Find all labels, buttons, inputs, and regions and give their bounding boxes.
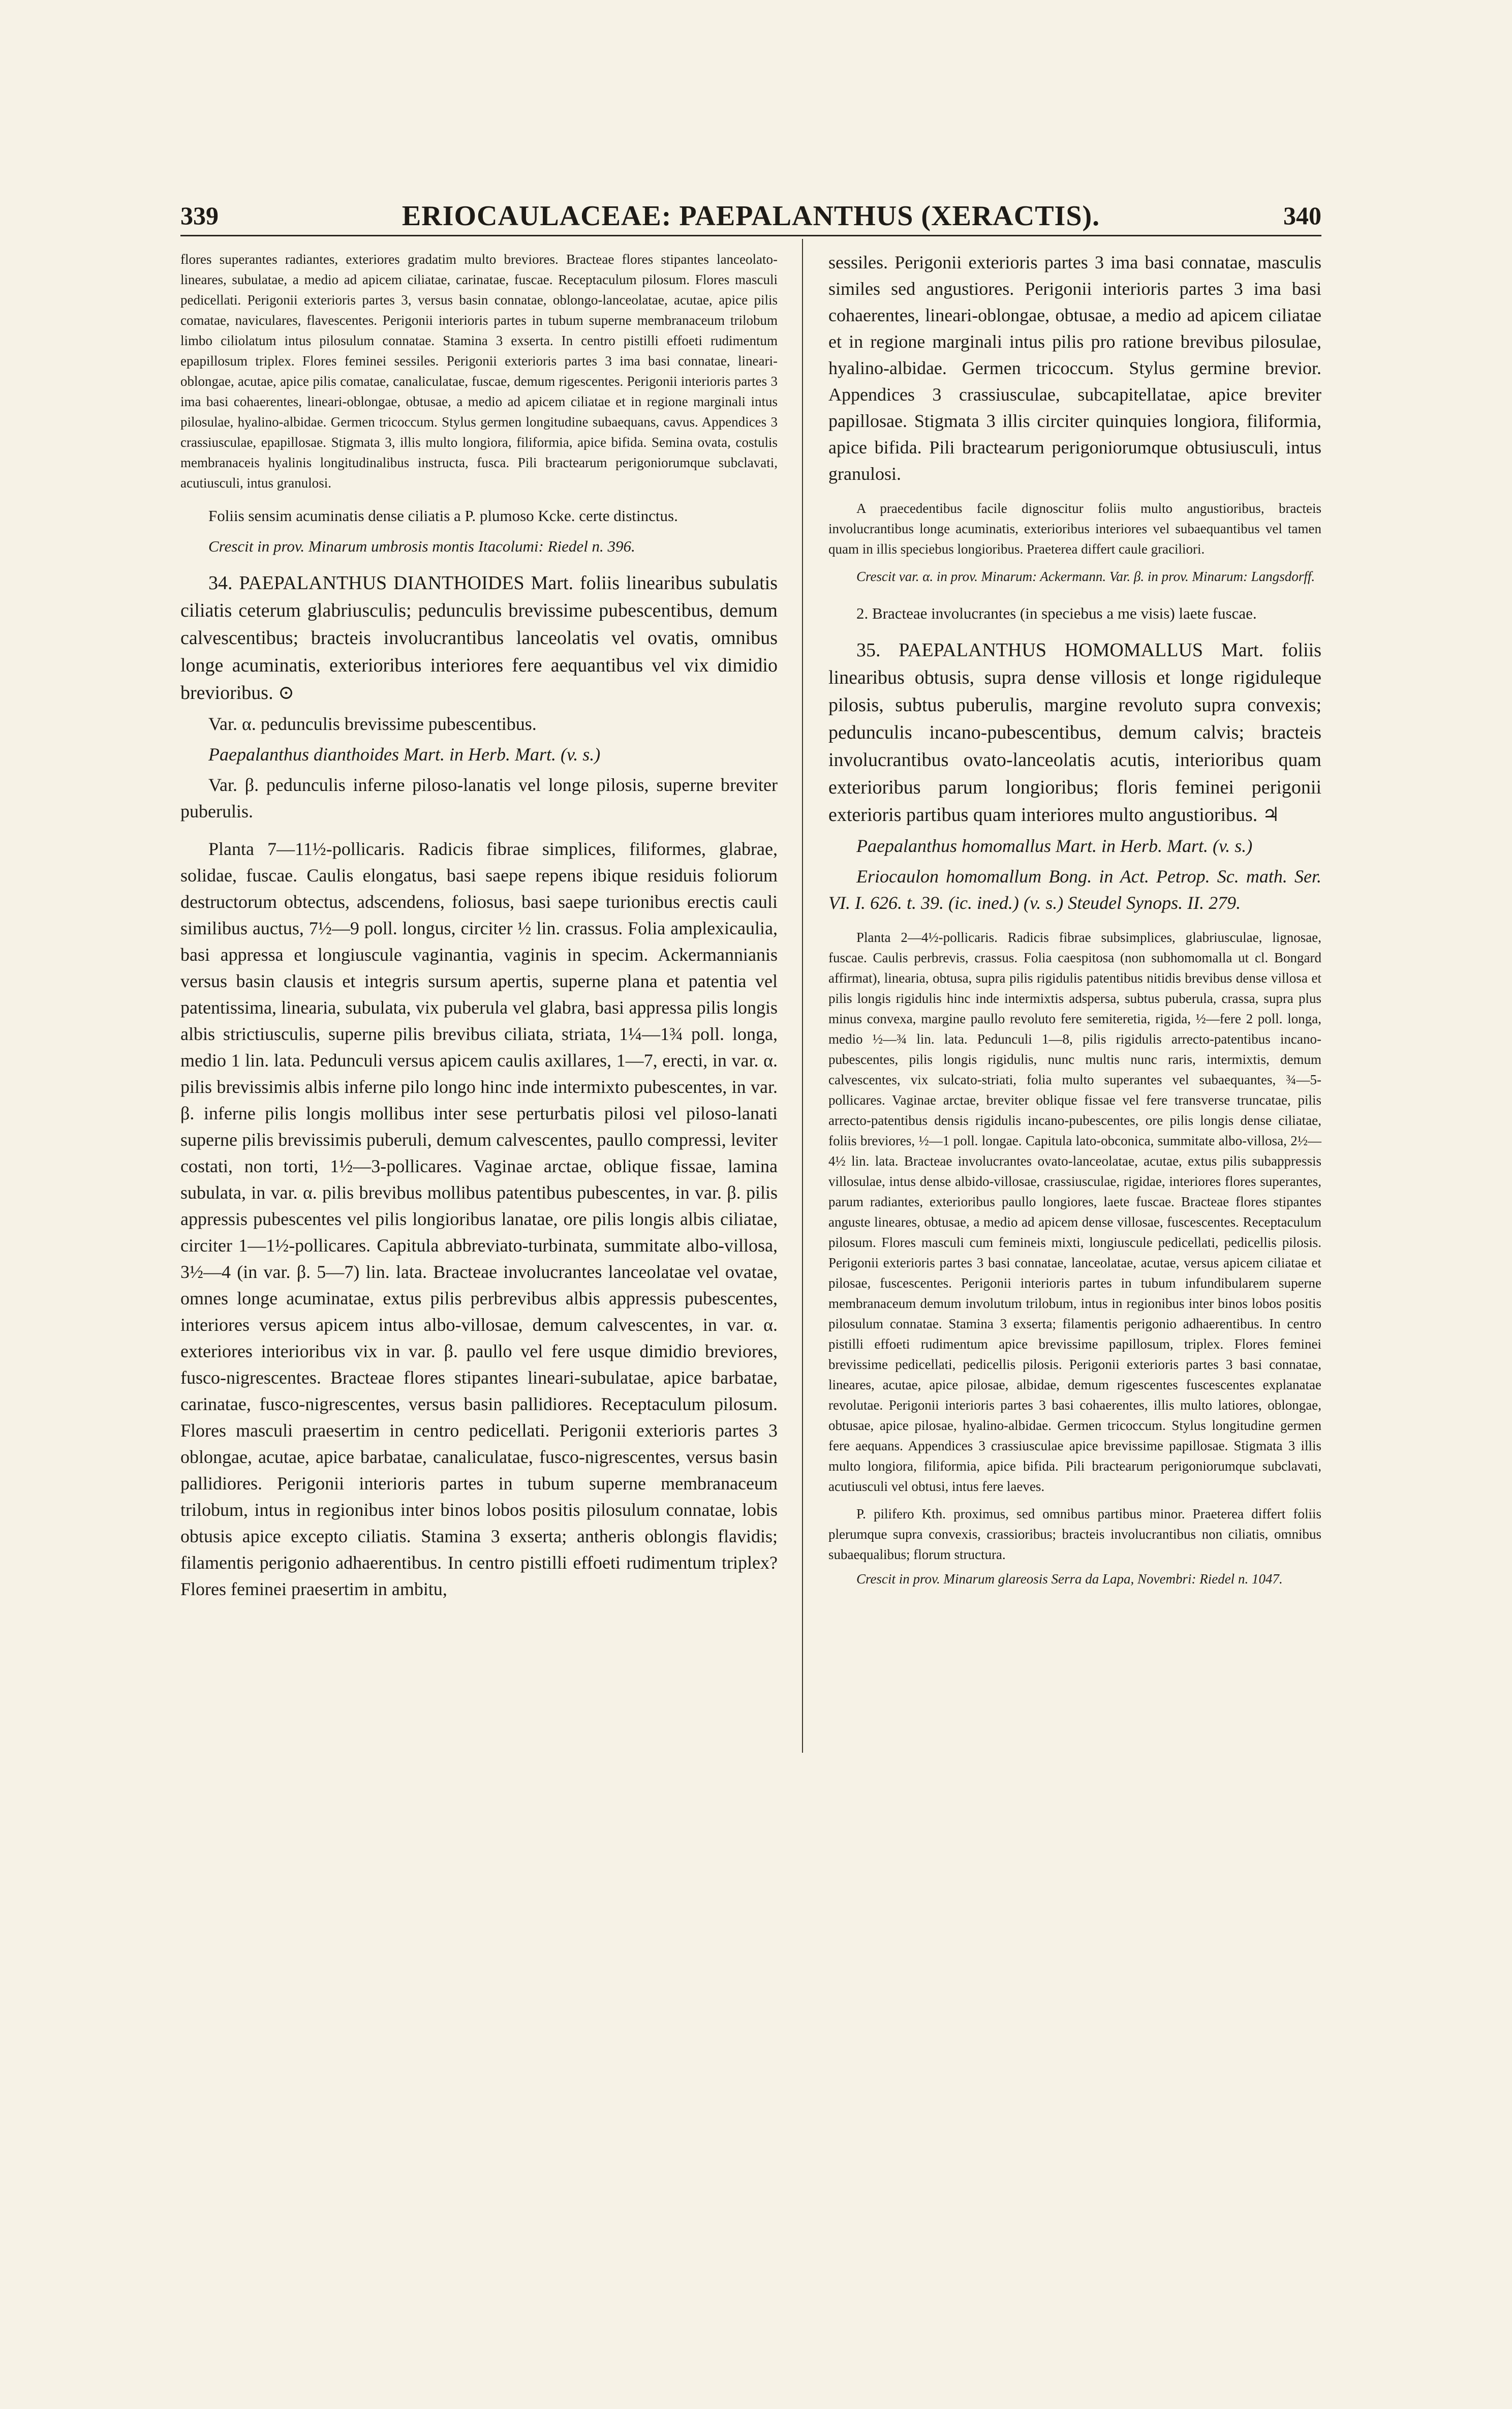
description-34-continued: sessiles. Perigonii exterioris partes 3 ima basi connatae, masculis similes sed angustiores. Perigonii interioris partes 3 ima basi cohaerentes, lineari-oblongae, obtusae, a medio ad apicem ciliatae et in regione marginali intus pilis pro ratione brevibus pilosulae, hyalino-albidae. Germen tricoccum. Stylus germine brevior. Appendices 3 crassiusculae, subcapitellatae, apice breviter papillosae. Stigmata 3 illis circiter quinquies longiora, filiformia, apice bifida. Pili bractearum perigoniorumque obtusiusculi, intus granulosi.	[828, 252, 1321, 484]
diagnosis-note-33: Foliis sensim acuminatis dense ciliatis a P. plumoso Kcke. certe distinctus.	[208, 507, 678, 525]
description-34: Planta 7—11½-pollicaris. Radicis fibrae simplices, filiformes, glabrae, solidae, fuscae. Caulis elongatus, basi saepe repens ibique residuis foliorum destructorum obtectus, adscendens, foliosus, basi saepe turionibus erectis cauli similibus auctus, 7½—9 poll. longus, circiter ½ lin. crassus. Folia amplexicaulia, basi appressa et longiuscule vaginantia, vaginis in specim. Ackermannianis versus basin clausis et integris sursum apertis, superne plana et patentia vel patentissima, linearia, subulata, vix puberula vel glabra, basi appressa pilis longis albis strictiusculis, superne pilis brevibus ciliata, striata, 1¼—1¾ poll. longa, medio 1 lin. lata. Pedunculi versus apicem caulis axillares, 1—7, erecti, in var. α. pilis brevissimis albis inferne pilo longo hinc inde intermixto pubescentes, in var. β. inferne pilis longis mollibus inter sese perturbatis pilosi vel piloso-lanati superne pilis brevissimis puberuli, demum calvescentes, paullo compressi, leviter costati, non torti, 1½—3-pollicares. Vaginae arctae, oblique fissae, lamina subulata, in var. α. pilis brevibus mollibus patentibus pubescentes, in var. β. pilis appressis pubescentes vel pilis longioribus lanatae, ore pilis longis albis ciliatae, circiter 1—1½-pollicares. Capitula abbreviato-turbinata, summitate albo-villosa, 3½—4 (in var. β. 5—7) lin. lata. Bracteae involucrantes lanceolatae vel ovatae, omnes longe acuminatae, extus pilis perbrevibus albis appressis pubescentes, interiores versus apicem intus albo-villosae, demum calvescentes, in var. α. exteriores interioribus vix in var. β. paullo vel fere usque dimidio breviores, fusco-nigrescentes. Bracteae flores stipantes lineari-subulatae, apice barbatae, carinatae, fusco-nigrescentes, versus basin pallidiores. Receptaculum pilosum. Flores masculi praesertim in centro pedicellati. Perigonii exterioris partes 3 oblongae, acutae, apice barbatae, canaliculatae, fusco-nigrescentes, versus basin pallidiores. Perigonii interioris partes in tubum superne membranaceum trilobum, intus in regionibus inter binos lobos positis pilosulum connatae, lobis obtusis apice excepto ciliatis. Stamina 3 exserta; antheris oblongis flavidis; filamentis perigonio adhaerentibus. In centro pistilli effoeti rudimentum triplex? Flores feminei praesertim in ambitu,	[180, 839, 778, 1599]
species-heading-35: 35. PAEPALANTHUS HOMOMALLUS Mart. foliis linearibus obtusis, supra dense villosis et longe rigiduleque pilosis, subtus puberulis, margine revoluto supra convexis; pedunculis incano-pubescentibus, demum calvis; bracteis involucrantibus ovato-lanceolatis acutis, interioribus quam exterioribus parum longioribus; floris feminei perigonii exterioris partibus quam interiores multo angustioribus. ♃	[828, 639, 1321, 826]
left-column	[180, 249, 778, 1602]
diagnosis-note-34: A praecedentibus facile dignoscitur foliis multo angustioribus, bracteis involucrantibus longe acuminatis, exterioribus interiores vel subaequantibus vel tamen quam in illis speciebus longioribus. Praeterea differt caule graciliori.	[828, 501, 1321, 557]
citation-eriocaulon: Eriocaulon homomallum Bong. in Act. Petrop. Sc. math. Ser. VI. I. 626. t. 39. (ic. ined.) (v. s.) Steudel Synops. II. 279.	[828, 866, 1321, 913]
description-33-continued: flores superantes radiantes, exteriores gradatim multo breviores. Bracteae flores stipantes lanceolato-lineares, subulatae, a medio ad apicem ciliatae, carinatae, fuscae. Receptaculum pilosum. Flores masculi pedicellati. Perigonii exterioris partes 3, versus basin connatae, oblongo-lanceolatae, acutae, apice pilis comatae, naviculares, flavescentes. Perigonii interioris partes in tubum superne membranaceum trilobum limbo ciliolatum intus pilosulum connatae. Stamina 3 exserta. In centro pistilli effoeti rudimentum epapillosum triplex. Flores feminei sessiles. Perigonii exterioris partes 3 ima basi connatae, lineari-oblongae, acutae, apice pilis comatae, canaliculatae, fuscae, demum rigescentes. Perigonii interioris partes 3 ima basi cohaerentes, lineari-oblongae, obtusae, a medio ad apicem ciliatae et in regione marginali intus pilosulae, hyalino-albidae. Germen tricoccum. Stylus germen longitudine subaequans, cavus. Appendices 3 crassiusculae, epapillosae. Stigmata 3, illis multo longiora, filiformia, apice bifida. Semina ovata, costulis membranaceis hyalinis longitudinalibus instructa, fusca. Pili bractearum perigoniorumque subclavati, acutiusculi, intus granulosi.	[180, 252, 778, 491]
locality-35: Crescit in prov. Minarum glareosis Serra da Lapa, Novembri: Riedel n. 1047.	[856, 1571, 1283, 1587]
running-title: ERIOCAULACEAE: PAEPALANTHUS (XERACTIS).	[402, 200, 1100, 232]
citation-homomallus: Paepalanthus homomallus Mart. in Herb. Mart. (v. s.)	[856, 836, 1253, 856]
locality-33: Crescit in prov. Minarum umbrosis montis Itacolumi: Riedel n. 396.	[208, 537, 635, 555]
description-35: Planta 2—4½-pollicaris. Radicis fibrae subsimplices, glabriusculae, lignosae, fuscae. Caulis perbrevis, crassus. Folia caespitosa (non subhomomalla ut cl. Bongard affirmat), linearia, obtusa, supra pilis rigidulis patentibus nitidis brevibus dense villosa et pilis longis rigidulis hinc inde intermixtis adspersa, subtus puberula, crassa, supra plus minus convexa, margine paullo revoluto fere semiteretia, rigida, ½—fere 2 poll. longa, medio ½—¾ lin. lata. Pedunculi 1—8, pilis rigidulis arrecto-patentibus incano-pubescentes, pilis longis rigidulis, nunc multis nunc raris, intermixtis, demum calvescentes, vix sulcato-striati, folia multo superantes vel subaequantes, ¾—5-pollicares. Vaginae arctae, breviter oblique fissae vel fere transverse truncatae, pilis arrecto-patentibus densis rigidulis incano-pubescentes, ore pilis longis dense ciliatae, foliis breviores, ½—1 poll. longae. Capitula lato-obconica, summitate albo-villosa, 2½—4½ lin. lata. Bracteae involucrantes ovato-lanceolatae, acutae, extus pilis subappressis villosulae, intus dense albido-villosae, crassiusculae, rigidae, interiores flores superantes, parum radiantes, exterioribus paullo longiores, laete fuscae. Bracteae flores stipantes anguste lineares, obtusae, a medio ad apicem dense villosae, fuscescentes. Receptaculum pilosum. Flores masculi cum femineis mixti, longiuscule pedicellati, pedicellis pilosis. Perigonii exterioris partes 3 basi connatae, lanceolatae, acutae, versus apicem ciliatae et pilosae, fuscescentes. Perigonii interioris partes in tubum infundibularem superne membranaceum demum involutum trilobum, intus in regionibus inter binos lobos positis pilosulum connatae. Stamina 3 exserta; filamentis perigonio adhaerentibus. In centro pistilli effoeti rudimentum apice brevissime papillosum, triplex. Flores feminei brevissime pedicellati, pedicellis pilosis. Perigonii exterioris partes 3 basi connatae, lineares, acutae, apice pilosae, albidae, demum rigescentes fuscescentes explanatae revolutae. Perigonii interioris partes 3 basi cohaerentes, illis multo latiores, oblongae, obtusae, apice pilosae, hyalino-albidae. Germen tricoccum. Stylus longitudine germen fere aequans. Appendices 3 crassiusculae apice brevissime papillosae. Stigmata 3 illis multo longiora, filiformia, apice bifida. Pili bractearum perigoniorumque subclavati, acutiusculi vel obtusi, intus fere laeves.	[828, 930, 1321, 1494]
right-column	[828, 249, 1321, 1589]
variety-beta: Var. β. pedunculis inferne piloso-lanatis vel longe pilosis, superne breviter puberulis.	[180, 775, 778, 821]
variety-alpha: Var. α. pedunculis brevissime pubescentibus.	[208, 714, 537, 734]
citation-dianthoides: Paepalanthus dianthoides Mart. in Herb. Mart. (v. s.)	[208, 744, 601, 765]
header-rule	[180, 235, 1321, 236]
running-header	[180, 201, 1321, 236]
locality-34: Crescit var. α. in prov. Minarum: Ackermann. Var. β. in prov. Minarum: Langsdorff.	[856, 569, 1315, 584]
diagnosis-note-35: P. pilifero Kth. proximus, sed omnibus partibus minor. Praeterea differt foliis plerumque supra convexis, crassioribus; bracteis involucrantibus non ciliatis, omnibus subaequalibus; florum structura.	[828, 1506, 1321, 1562]
key-section-2: 2. Bracteae involucrantes (in speciebus a me visis) laete fuscae.	[856, 604, 1257, 622]
column-separator	[802, 239, 803, 1753]
species-heading-34: 34. PAEPALANTHUS DIANTHOIDES Mart. foliis linearibus subulatis ciliatis ceterum glabriusculis; pedunculis brevissime pubescentibus, demum calvescentibus; bracteis involucrantibus lanceolatis vel ovatis, omnibus longe acuminatis, exterioribus interiores fere aequantibus vel vix dimidio brevioribus. ⊙	[180, 572, 778, 704]
page-number-left: 339	[180, 201, 219, 230]
page-number-right: 340	[1283, 201, 1321, 230]
